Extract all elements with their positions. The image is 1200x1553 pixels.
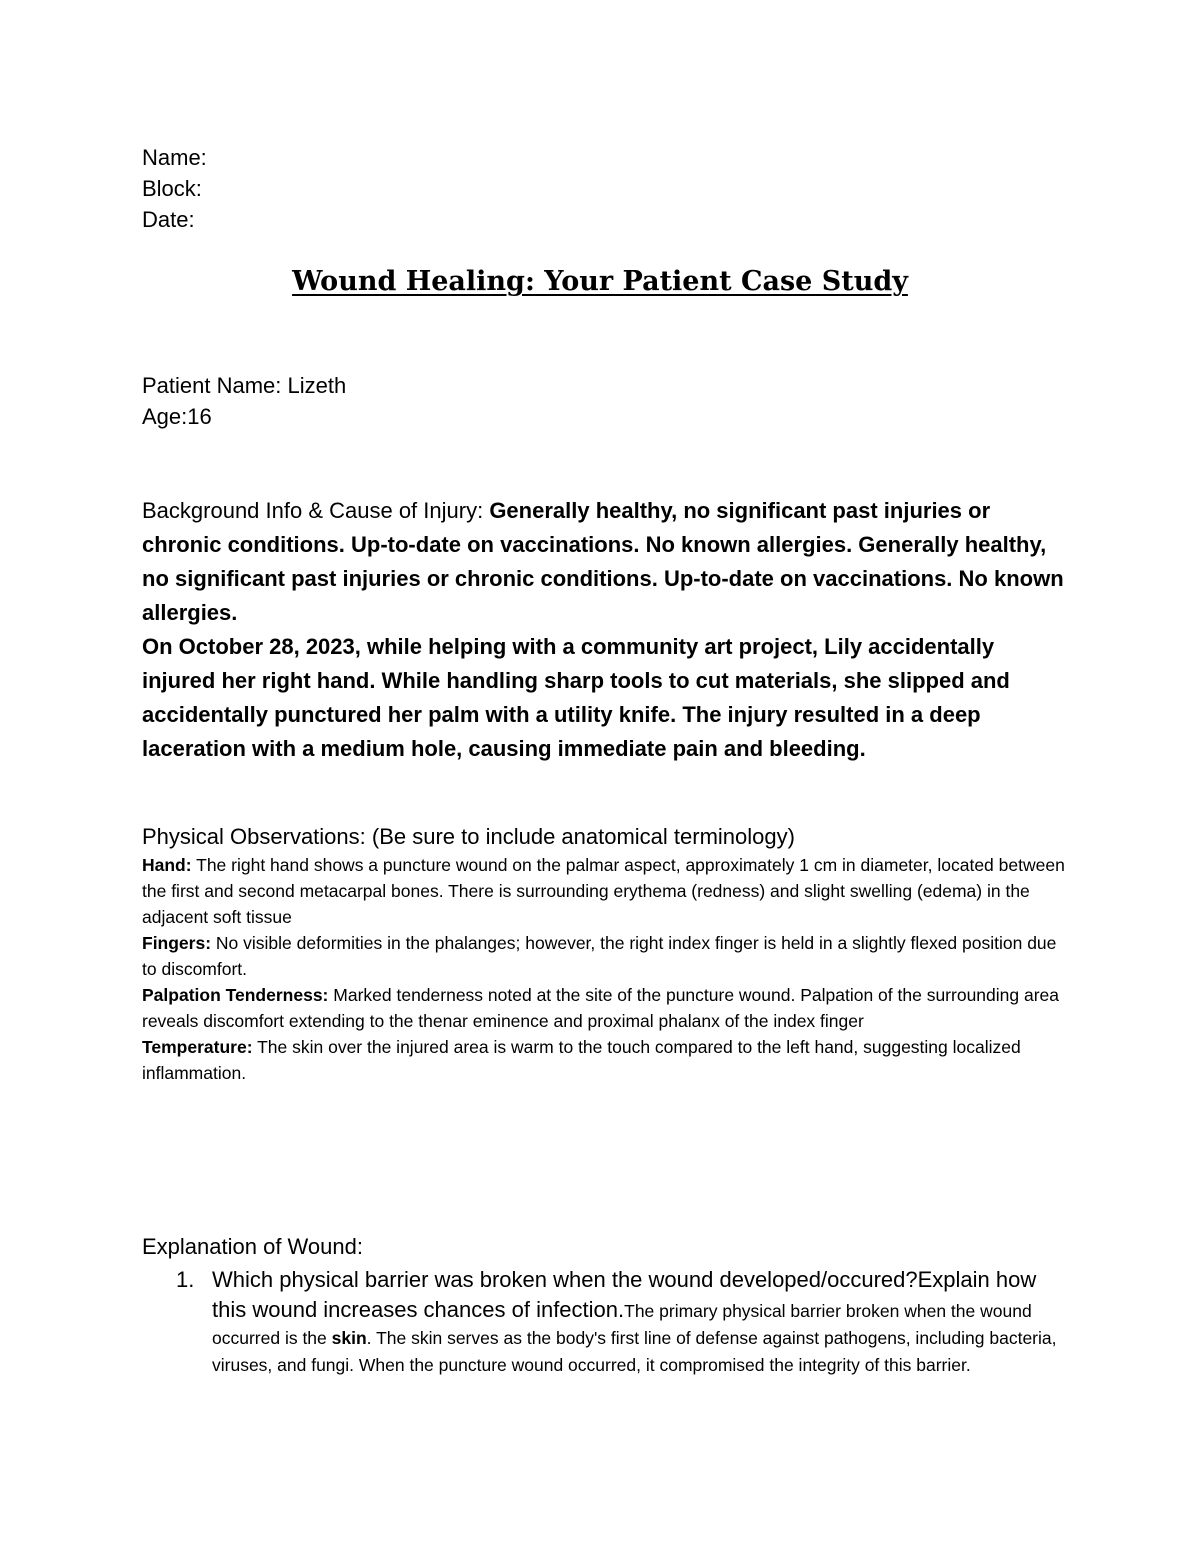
question-number: 1. bbox=[176, 1267, 195, 1292]
observation-item-palpation bbox=[142, 982, 1072, 1034]
question-text: Which physical barrier was broken when the wound developed/occured?Explain how this wound increases chances of infection. bbox=[212, 1267, 1037, 1322]
background-history: Generally healthy, no significant past injuries or chronic conditions. Up-to-date on vaccinations. No known allergies. Generally healthy, no significant past injuries or chronic conditions. Up-to-date on vaccinations. No known allergies. bbox=[142, 498, 1064, 625]
observation-label: Palpation Tenderness: bbox=[142, 985, 329, 1005]
document-title: Wound Healing: Your Patient Case Study bbox=[292, 266, 908, 297]
observation-item-fingers bbox=[142, 930, 1072, 982]
observation-label: Hand: bbox=[142, 855, 192, 875]
explanation-heading: Explanation of Wound: bbox=[142, 1234, 363, 1259]
answer-text-end: . The skin serves as the body's first line of defense against pathogens, including bacteria, viruses, and fungi. When the puncture wound occurred, it compromised the integrity of this barrier. bbox=[212, 1328, 1057, 1375]
physical-observations-section bbox=[142, 822, 1072, 1086]
question-body bbox=[212, 1265, 1062, 1379]
observation-label: Fingers: bbox=[142, 933, 212, 953]
background-section bbox=[142, 494, 1072, 766]
student-header bbox=[142, 142, 207, 235]
explanation-section bbox=[142, 1232, 1072, 1379]
name-field-label: Name: bbox=[142, 145, 207, 170]
question-item bbox=[142, 1265, 1072, 1379]
background-incident: On October 28, 2023, while helping with a community art project, Lily accidentally injured her right hand. While handling sharp tools to cut materials, she slipped and accidentally punctured her palm with a utility knife. The injury resulted in a deep laceration with a medium hole, causing immediate pain and bleeding. bbox=[142, 634, 1010, 761]
observation-item-hand bbox=[142, 852, 1072, 930]
patient-name-line: Patient Name: Lizeth bbox=[142, 373, 347, 398]
observation-text: Marked tenderness noted at the site of the puncture wound. Palpation of the surrounding area reveals discomfort extending to the thenar eminence and proximal phalanx of the index finger bbox=[142, 985, 1060, 1031]
answer-bold-term: skin bbox=[331, 1328, 367, 1348]
background-label: Background Info & Cause of Injury: bbox=[142, 498, 490, 523]
observation-text: The skin over the injured area is warm to the touch compared to the left hand, suggesting localized inflammation. bbox=[142, 1037, 1021, 1083]
answer-text-start: The primary physical barrier broken when the wound occurred is the bbox=[212, 1301, 1032, 1348]
observation-label: Temperature: bbox=[142, 1037, 253, 1057]
observation-text: No visible deformities in the phalanges; however, the right index finger is held in a slightly flexed position due to discomfort. bbox=[142, 933, 1057, 979]
observation-text: The right hand shows a puncture wound on the palmar aspect, approximately 1 cm in diameter, located between the first and second metacarpal bones. There is surrounding erythema (redness) and slight swelling (edema) in the adjacent soft tissue bbox=[142, 855, 1065, 927]
patient-info bbox=[142, 370, 346, 432]
block-field-label: Block: bbox=[142, 176, 202, 201]
date-field-label: Date: bbox=[142, 207, 195, 232]
observation-item-temperature bbox=[142, 1034, 1072, 1086]
patient-age-line: Age:16 bbox=[142, 404, 212, 429]
observations-heading: Physical Observations: (Be sure to include anatomical terminology) bbox=[142, 824, 795, 849]
